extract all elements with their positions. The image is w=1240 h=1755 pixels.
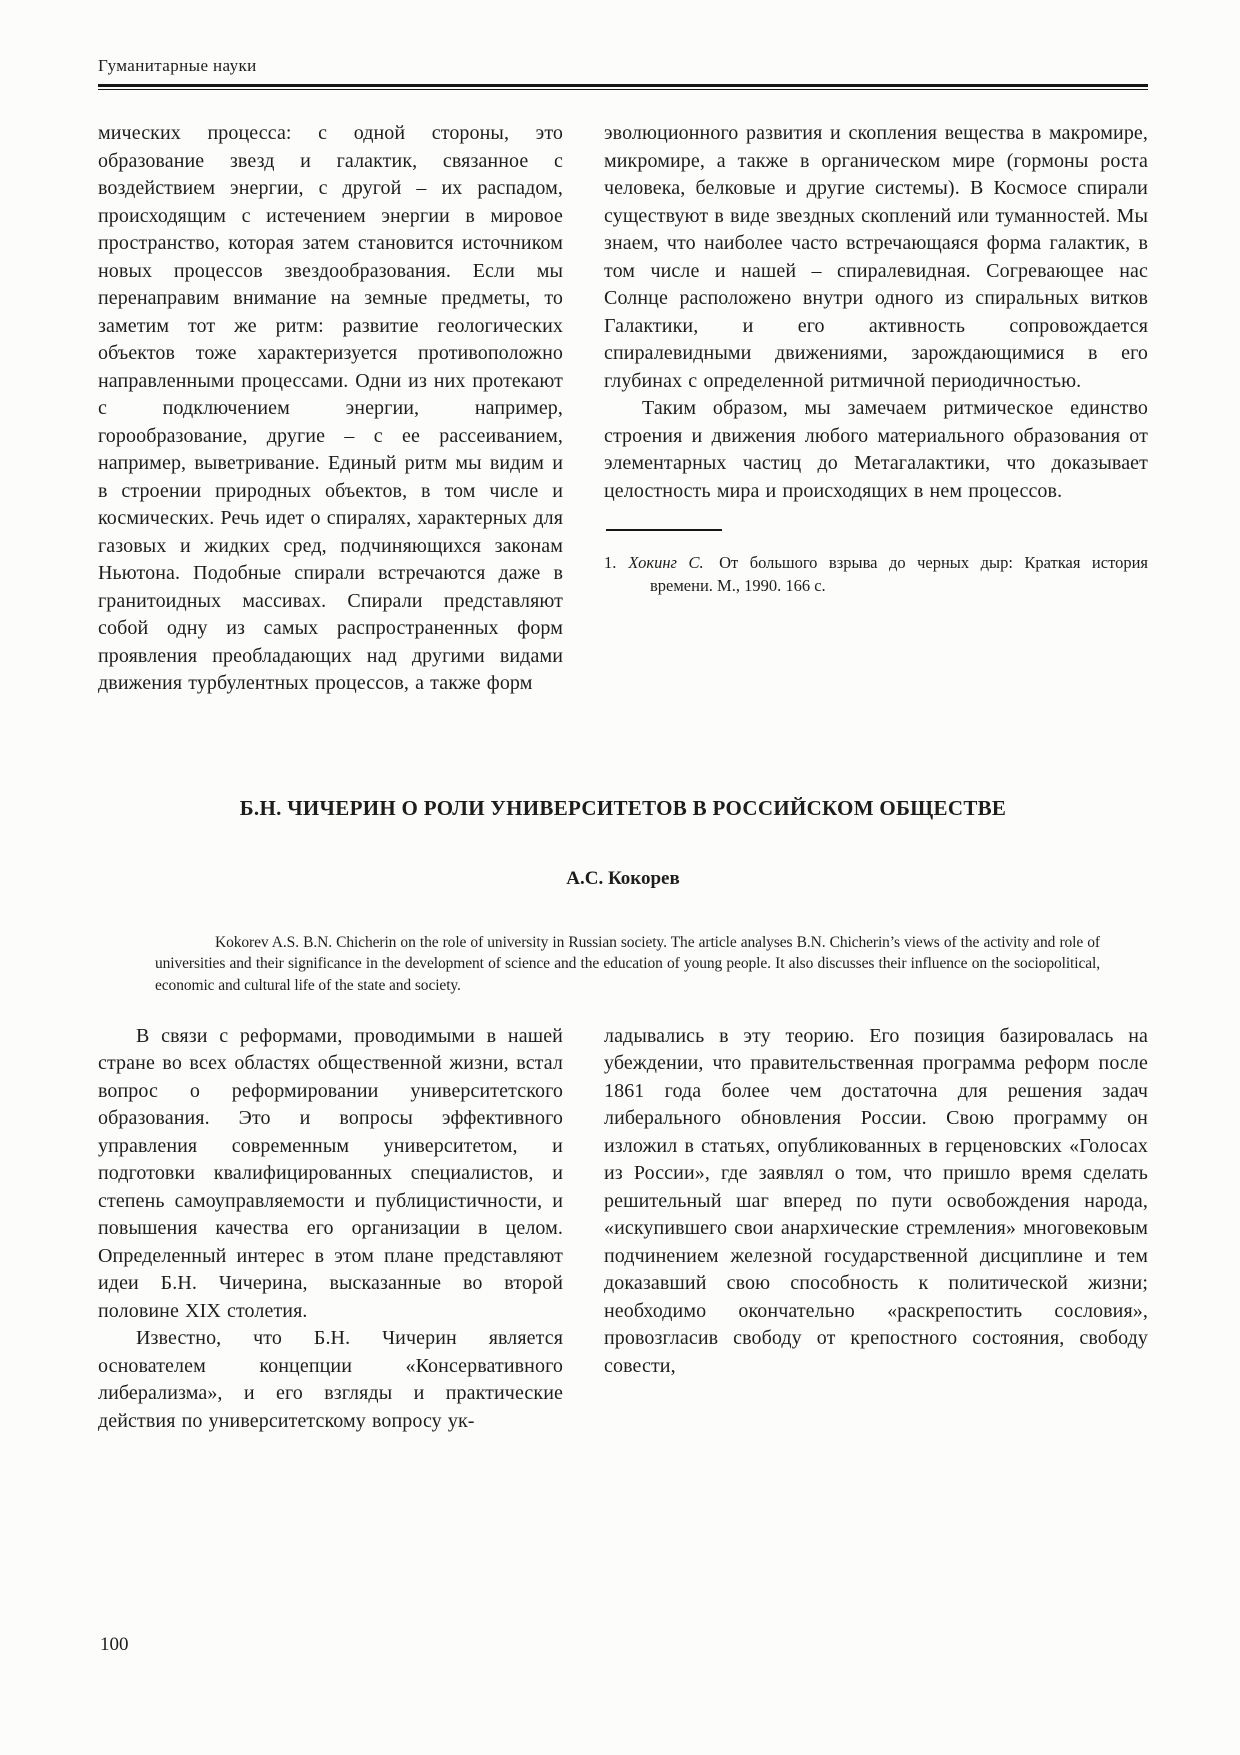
previous-article-right-paragraph-1: эволюционного развития и скопления вещества в макромире, микромире, а также в органическом мире (гормоны роста человека, белковые и другие системы). В Космосе спирали существуют в виде звездных скоплений или туманностей. Мы знаем, что наиболее часто встречающаяся форма галактик, в том числе и нашей – спиралевидная. Согревающее нас Солнце расположено внутри одного из спиральных витков Галактики, и его активность сопровождается спиралевидными движениями, зарождающимися в его глубинах с определенной ритмичной периодичностью. bbox=[604, 122, 1148, 392]
article-body-paragraph-1: В связи с реформами, проводимыми в нашей стране во всех областях общественной жизни, встал вопрос о реформировании университетского образования. Это и вопросы эффективного управления современным университетом, и подготовки квалифицированных специалистов, и степень самоуправляемости и публицистичности, и повышения качества его организации в целом. Определенный интерес в этом плане представляют идеи Б.Н. Чичерина, высказанные во второй половине XIX столетия. bbox=[98, 1024, 563, 1322]
previous-article-left-column bbox=[98, 120, 563, 698]
previous-article-columns bbox=[98, 120, 1148, 698]
article-body-right-column bbox=[604, 1023, 1148, 1436]
reference-item bbox=[604, 551, 1148, 597]
header-rule bbox=[98, 84, 1148, 90]
references-list bbox=[604, 551, 1148, 597]
article-title: Б.Н. ЧИЧЕРИН О РОЛИ УНИВЕРСИТЕТОВ В РОССИЙСКОМ ОБЩЕСТВЕ bbox=[239, 795, 1007, 820]
running-head: Гуманитарные науки bbox=[98, 56, 257, 75]
previous-article-right-paragraph-2: Таким образом, мы замечаем ритмическое единство строения и движения любого материального образования от элементарных частиц до Метагалактики, что доказывает целостность мира и происходящих в нем процессов. bbox=[604, 397, 1148, 502]
previous-article-left-paragraph: мических процесса: с одной стороны, это образование звезд и галактик, связанное с воздействием энергии, с другой – их распадом, происходящим с истечением энергии в мировое пространство, которая затем становится источником новых процессов звездообразования. Если мы перенаправим внимание на земные предметы, то заметим тот же ритм: развитие геологических объектов тоже характеризуется противоположно направленными процессами. Одни из них протекают с подключением энергии, например, горообразование, другие – с ее рассеиванием, например, выветривание. Единый ритм мы видим и в строении природных объектов, в том числе и космических. Речь идет о спиралях, характерных для газовых и жидких сред, подчиняющихся законам Ньютона. Подобные спирали встречаются даже в гранитоидных массивах. Спирали представляют собой одну из самых распространенных форм проявления преобладающих над другими видами движения турбулентных процессов, а также форм bbox=[98, 122, 563, 694]
article-body-paragraph-2: Известно, что Б.Н. Чичерин является основателем концепции «Консервативного либерализма», и его взгляды и практические действия по университетскому вопросу ук- bbox=[98, 1327, 563, 1432]
previous-article-right-column bbox=[604, 120, 1148, 698]
article-body-left-column bbox=[98, 1023, 563, 1436]
page-number: 100 bbox=[100, 1634, 129, 1655]
reference-author: Хокинг С. bbox=[628, 553, 704, 572]
references-divider bbox=[606, 529, 722, 531]
article-body-columns bbox=[98, 1023, 1148, 1436]
article-abstract-english: Kokorev A.S. B.N. Chicherin on the role of university in Russian society. The article analyses B.N. Chicherin’s views of the activity and role of universities and their significance in the development of science and the education of young people. It also discusses their influence on the sociopolitical, economic and cultural life of the state and society. bbox=[155, 933, 1100, 995]
article-body-paragraph-3: ладывались в эту теорию. Его позиция базировалась на убеждении, что правительственная программа реформ после 1861 года более чем достаточна для решения задач либерального обновления России. Свою программу он изложил в статьях, опубликованных в герценовских «Голосах из России», где заявлял о том, что пришло время сделать решительный шаг вперед по пути освобождения народа, «искупившего свои анархические стремления» многовековым подчинением железной государственной дисциплине и тем доказавший свою способность к политической жизни; необходимо окончательно «раскрепостить сословия», провозгласив свободу от крепостного состояния, свободу совести, bbox=[604, 1024, 1148, 1377]
article-author: А.С. Кокорев bbox=[566, 867, 680, 889]
page-content bbox=[98, 55, 1148, 1435]
reference-number: 1. bbox=[604, 553, 617, 572]
reference-text: От большого взрыва до черных дыр: Краткая история времени. М., 1990. 166 с. bbox=[650, 553, 1148, 595]
